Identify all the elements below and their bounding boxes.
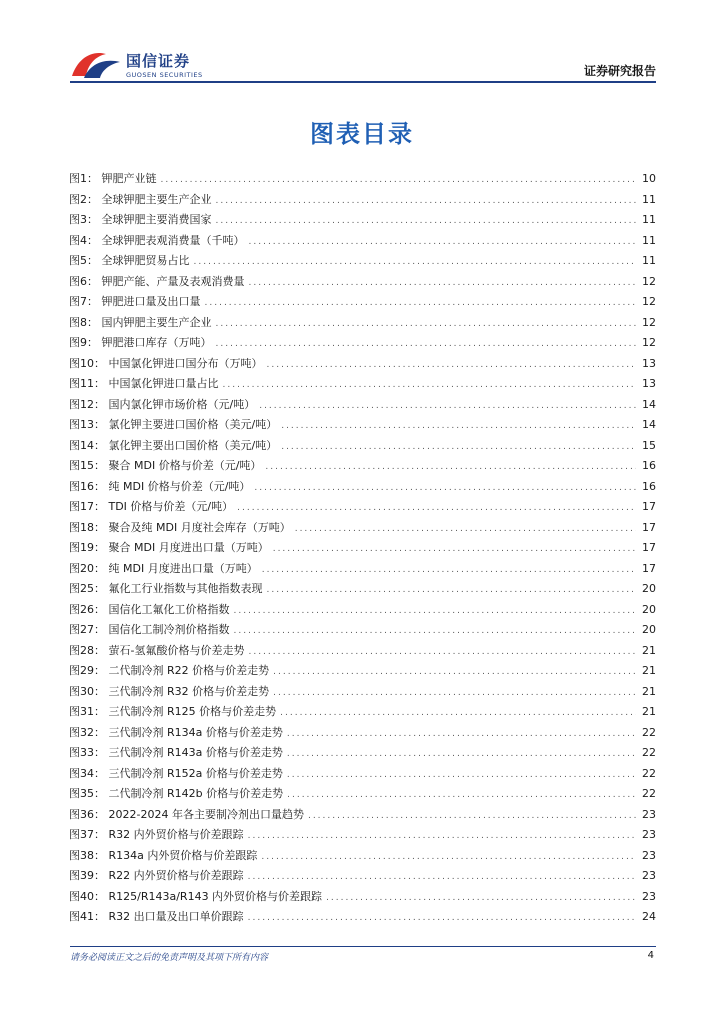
- toc-dot-leader: [287, 765, 636, 786]
- toc-entry[interactable]: [69, 641, 656, 662]
- toc-entry-label: 图12： 国内氯化钾市场价格（元/吨）: [69, 397, 256, 411]
- toc-entry-page: 17: [642, 500, 656, 513]
- toc-entry-page: 13: [642, 377, 656, 390]
- toc-entry-label: 图10： 中国氯化钾进口国分布（万吨）: [69, 356, 263, 370]
- toc-entry-page: 12: [642, 274, 656, 288]
- toc-entry-label: 图28： 萤石-氢氟酸价格与价差走势: [69, 643, 245, 657]
- toc-entry-label: 图19： 聚合 MDI 月度进出口量（万吨）: [69, 541, 269, 554]
- toc-dot-leader: [273, 662, 636, 683]
- toc-entry-label: 图37： R32 内外贸价格与价差跟踪: [69, 828, 244, 841]
- toc-entry-page: 17: [642, 541, 656, 554]
- toc-entry[interactable]: [69, 825, 656, 846]
- toc-entry[interactable]: [69, 415, 656, 436]
- toc-entry[interactable]: [69, 313, 656, 334]
- toc-entry-page: 12: [642, 336, 656, 349]
- toc-entry[interactable]: [69, 251, 656, 272]
- toc-entry[interactable]: [69, 538, 656, 559]
- toc-dot-leader: [273, 539, 636, 560]
- toc-entry[interactable]: [69, 600, 656, 621]
- page-header: [0, 0, 724, 90]
- toc-entry-page: 11: [642, 233, 656, 247]
- toc-dot-leader: [216, 314, 637, 335]
- toc-dot-leader: [261, 847, 636, 868]
- toc-entry-page: 14: [642, 397, 656, 411]
- toc-dot-leader: [248, 908, 636, 929]
- toc-entry-label: 图40： R125/R143a/R143 内外贸价格与价差跟踪: [69, 889, 323, 903]
- header-divider: [70, 81, 656, 83]
- toc-entry[interactable]: [69, 702, 656, 723]
- toc-entry-label: 图18： 聚合及纯 MDI 月度社会库存（万吨）: [69, 520, 291, 534]
- toc-entry[interactable]: [69, 743, 656, 764]
- toc-dot-leader: [249, 232, 637, 253]
- toc-dot-leader: [262, 560, 636, 581]
- toc-entry-page: 17: [642, 561, 656, 575]
- toc-dot-leader: [194, 252, 637, 273]
- page-title: 图表目录: [310, 120, 414, 148]
- toc-dot-leader: [248, 867, 636, 888]
- toc-entry-page: 11: [642, 213, 656, 226]
- toc-entry[interactable]: [69, 661, 656, 682]
- toc-entry-page: 11: [642, 192, 656, 206]
- toc-entry-label: 图11： 中国氯化钾进口量占比: [69, 377, 219, 390]
- toc-dot-leader: [308, 806, 636, 827]
- toc-entry[interactable]: [69, 887, 656, 908]
- toc-dot-leader: [205, 293, 637, 314]
- toc-dot-leader: [216, 191, 637, 212]
- toc-entry-label: 图4： 全球钾肥表观消费量（千吨）: [69, 233, 245, 247]
- toc-entry-label: 图27： 国信化工制冷剂价格指数: [69, 623, 230, 636]
- toc-entry-label: 图13： 氯化钾主要进口国价格（美元/吨）: [69, 418, 278, 431]
- toc-dot-leader: [161, 170, 637, 191]
- toc-entry[interactable]: [69, 805, 656, 826]
- toc-dot-leader: [287, 724, 636, 745]
- toc-entry-label: 图15： 聚合 MDI 价格与价差（元/吨）: [69, 459, 262, 472]
- toc-entry[interactable]: [69, 497, 656, 518]
- toc-entry[interactable]: [69, 682, 656, 703]
- toc-entry-label: 图39： R22 内外贸价格与价差跟踪: [69, 869, 244, 882]
- toc-entry-page: 12: [642, 315, 656, 329]
- toc-dot-leader: [248, 826, 636, 847]
- toc-entry-page: 17: [642, 520, 656, 534]
- toc-entry-label: 图17： TDI 价格与价差（元/吨）: [69, 500, 234, 513]
- toc-dot-leader: [281, 416, 636, 437]
- toc-entry-page: 22: [642, 766, 656, 780]
- toc-entry-label: 图20： 纯 MDI 月度进出口量（万吨）: [69, 561, 258, 575]
- toc-dot-leader: [267, 580, 637, 601]
- toc-entry-page: 10: [642, 172, 656, 185]
- toc-entry-page: 11: [642, 254, 656, 267]
- toc-dot-leader: [248, 642, 636, 663]
- toc-entry-label: 图30： 三代制冷剂 R32 价格与价差走势: [69, 684, 270, 698]
- toc-entry[interactable]: [69, 374, 656, 395]
- toc-dot-leader: [273, 683, 636, 704]
- toc-entry[interactable]: [69, 866, 656, 887]
- toc-entry-page: 24: [642, 910, 656, 923]
- toc-entry-page: 21: [642, 643, 656, 657]
- toc-dot-leader: [267, 355, 637, 376]
- toc-entry-page: 13: [642, 356, 656, 370]
- toc-entry[interactable]: [69, 169, 656, 190]
- toc-entry[interactable]: [69, 456, 656, 477]
- toc-entry-page: 20: [642, 602, 656, 616]
- toc-entry-label: 图36： 2022-2024 年各主要制冷剂出口量趋势: [69, 807, 304, 821]
- toc-entry-label: 图32： 三代制冷剂 R134a 价格与价差走势: [69, 725, 283, 739]
- toc-entry[interactable]: [69, 907, 656, 928]
- toc-dot-leader: [223, 375, 637, 396]
- toc-entry-label: 图31： 三代制冷剂 R125 价格与价差走势: [69, 705, 277, 718]
- toc-dot-leader: [234, 601, 637, 622]
- toc-dot-leader: [254, 478, 636, 499]
- toc-dot-leader: [295, 519, 636, 540]
- toc-entry-page: 22: [642, 787, 656, 800]
- toc-dot-leader: [287, 744, 636, 765]
- guosen-logo-icon: [70, 48, 122, 82]
- toc-entry[interactable]: [69, 292, 656, 313]
- toc-entry[interactable]: [69, 231, 656, 252]
- toc-entry-page: 23: [642, 807, 656, 821]
- toc-dot-leader: [265, 457, 636, 478]
- toc-entry[interactable]: [69, 784, 656, 805]
- toc-entry-label: 图2： 全球钾肥主要生产企业: [69, 192, 212, 206]
- toc-dot-leader: [287, 785, 636, 806]
- toc-entry-label: 图34： 三代制冷剂 R152a 价格与价差走势: [69, 766, 283, 780]
- toc-dot-leader: [280, 703, 636, 724]
- toc-entry[interactable]: [69, 518, 656, 539]
- toc-dot-leader: [259, 396, 636, 417]
- toc-entry[interactable]: [69, 579, 656, 600]
- toc-entry-label: 图6： 钾肥产能、产量及表观消费量: [69, 274, 245, 288]
- toc-entry-page: 21: [642, 664, 656, 677]
- toc-entry-label: 图3： 全球钾肥主要消费国家: [69, 213, 212, 226]
- toc-entry[interactable]: [69, 846, 656, 867]
- toc-entry-page: 23: [642, 869, 656, 882]
- footer-divider: [70, 946, 656, 947]
- brand-subtitle: GUOSEN SECURITIES: [126, 71, 203, 79]
- toc-entry-label: 图41： R32 出口量及出口单价跟踪: [69, 910, 244, 923]
- toc-entry-page: 15: [642, 438, 656, 452]
- toc-entry-page: 21: [642, 705, 656, 718]
- toc-entry-page: 14: [642, 418, 656, 431]
- toc-entry[interactable]: [69, 354, 656, 375]
- toc-entry[interactable]: [69, 477, 656, 498]
- toc-entry[interactable]: [69, 620, 656, 641]
- toc-entry[interactable]: [69, 272, 656, 293]
- toc-dot-leader: [216, 211, 637, 232]
- footer-disclaimer: 请务必阅读正文之后的免责声明及其项下所有内容: [70, 953, 269, 963]
- toc-entry[interactable]: [69, 764, 656, 785]
- toc-entry-label: 图9： 钾肥港口库存（万吨）: [69, 336, 212, 349]
- toc-dot-leader: [281, 437, 636, 458]
- toc-dot-leader: [249, 273, 637, 294]
- toc-entry[interactable]: [69, 723, 656, 744]
- toc-entry-label: 图7： 钾肥进口量及出口量: [69, 295, 201, 308]
- toc-entry-label: 图14： 氯化钾主要出口国价格（美元/吨）: [69, 438, 278, 452]
- toc-entry-page: 21: [642, 684, 656, 698]
- toc-entry-label: 图26： 国信化工氟化工价格指数: [69, 602, 230, 616]
- toc-dot-leader: [234, 621, 637, 642]
- toc-entry-label: 图29： 二代制冷剂 R22 价格与价差走势: [69, 664, 270, 677]
- toc-entry-label: 图35： 二代制冷剂 R142b 价格与价差走势: [69, 787, 284, 800]
- toc-entry-page: 16: [642, 459, 656, 472]
- toc-entry-label: 图38： R134a 内外贸价格与价差跟踪: [69, 848, 258, 862]
- toc-entry-label: 图33： 三代制冷剂 R143a 价格与价差走势: [69, 746, 283, 759]
- toc-entry[interactable]: [69, 190, 656, 211]
- toc-entry-page: 22: [642, 746, 656, 759]
- page-number: 4: [647, 950, 654, 961]
- toc-entry-page: 16: [642, 479, 656, 493]
- toc-entry-label: 图1： 钾肥产业链: [69, 172, 157, 185]
- toc-entry-label: 图8： 国内钾肥主要生产企业: [69, 315, 212, 329]
- toc-entry[interactable]: [69, 559, 656, 580]
- toc-entry-page: 20: [642, 623, 656, 636]
- toc-dot-leader: [326, 888, 636, 909]
- toc-entry[interactable]: [69, 333, 656, 354]
- toc-entry-label: 图25： 氟化工行业指数与其他指数表现: [69, 582, 263, 595]
- toc-dot-leader: [237, 498, 636, 519]
- toc-entry-page: 23: [642, 889, 656, 903]
- toc-entry-page: 23: [642, 828, 656, 841]
- toc-entry-page: 12: [642, 295, 656, 308]
- toc-entry-label: 图5： 全球钾肥贸易占比: [69, 254, 190, 267]
- toc-entry-page: 20: [642, 582, 656, 595]
- report-type-label: 证券研究报告: [583, 64, 656, 78]
- toc-dot-leader: [216, 334, 637, 355]
- toc-entry-page: 23: [642, 848, 656, 862]
- toc-entry[interactable]: [69, 436, 656, 457]
- toc-entry[interactable]: [69, 210, 656, 231]
- toc-entry-label: 图16： 纯 MDI 价格与价差（元/吨）: [69, 479, 251, 493]
- toc-entry[interactable]: [69, 395, 656, 416]
- toc-entry-page: 22: [642, 725, 656, 739]
- table-of-figures: [69, 169, 656, 928]
- brand-name: 国信证券: [126, 52, 191, 70]
